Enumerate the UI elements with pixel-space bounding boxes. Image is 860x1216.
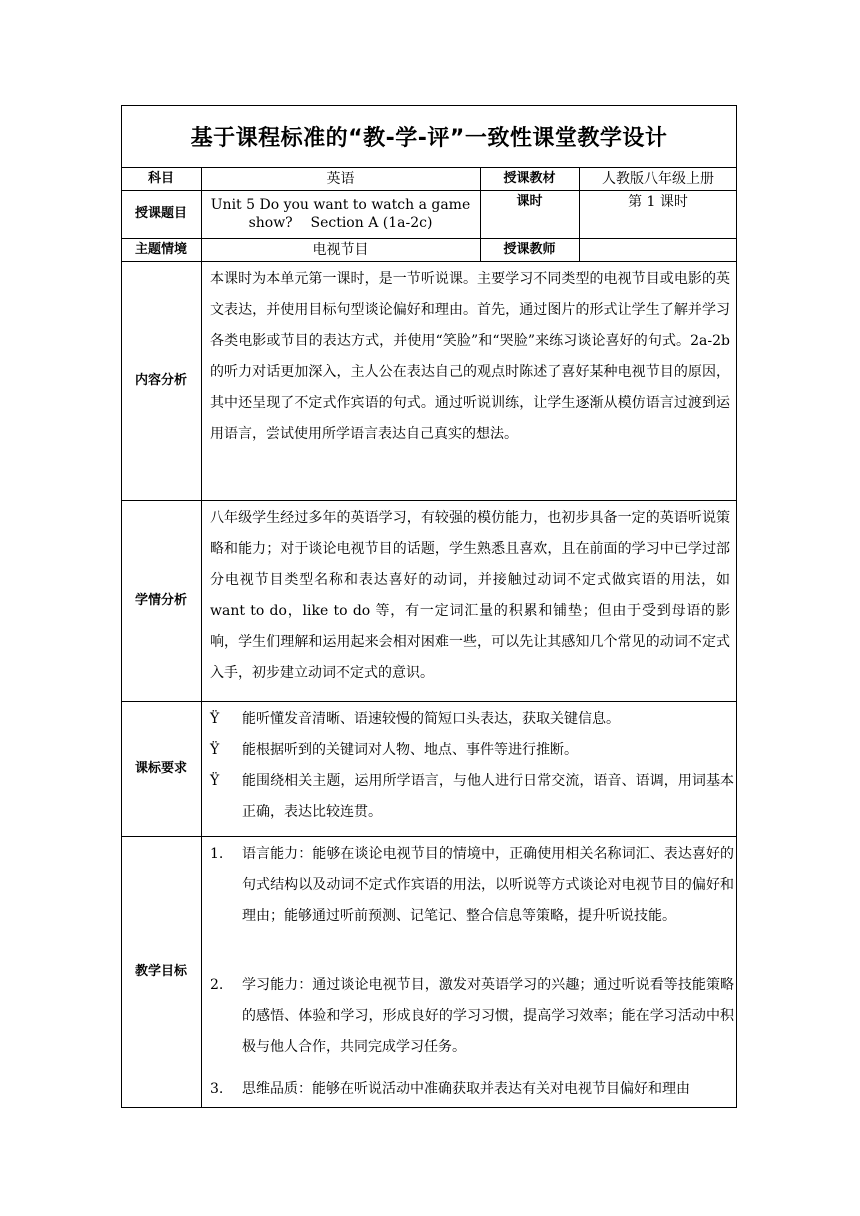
theme-value: 电视节目 (312, 241, 369, 258)
period-label: 课时 (516, 194, 543, 209)
standard-item (210, 766, 734, 828)
objective-number: 1. (210, 846, 224, 862)
standard-item-text: 能听懂发音清晰、语速较慢的简短口头表达，获取关键信息。 (242, 711, 620, 727)
period-value: 第 1 课时 (628, 194, 688, 210)
subject-label: 科目 (147, 170, 174, 186)
topic-label: 授课题目 (134, 206, 187, 221)
teacher-value (579, 238, 737, 261)
standard-item (210, 735, 734, 766)
content-analysis-label: 内容分析 (134, 372, 187, 388)
table-divider (121, 500, 737, 501)
topic-value (201, 190, 480, 238)
table-divider (121, 261, 737, 262)
objective-item (210, 1074, 734, 1105)
subject-value: 英语 (326, 170, 355, 187)
bullet-icon: Ÿ (210, 711, 220, 727)
objective-number: 3. (210, 1081, 224, 1097)
objectives-label: 教学目标 (134, 964, 187, 979)
objective-item (210, 970, 734, 1063)
document-title: 基于课程标准的“教-学-评”一致性课堂教学设计 (190, 125, 668, 151)
standard-item-text: 能根据听到的关键词对人物、地点、事件等进行推断。 (242, 742, 578, 758)
objective-item (210, 839, 734, 963)
objective-text: 思维品质：能够在听说活动中准确获取并表达有关对电视节目偏好和理由 (242, 1081, 690, 1097)
content-analysis-text: 本课时为本单元第一课时，是一节听说课。主要学习不同类型的电视节目或电影的英文表达，并使用目标句型谈论偏好和理由。首先，通过图片的形式让学生了解并学习各类电影或节目的表达方式，并使用“笑脸”和“哭脸”来练习谈论喜好的句式。2a-2b的听力对话更加深入，主人公在表达自己的观点时陈述了喜好某种电视节目的原因，其中还呈现了不定式作宾语的句式。通过听说训练，让学生逐渐从模仿语言过渡到运用语言，尝试使用所学语言表达自己真实的想法。 (210, 271, 730, 442)
teacher-label: 授课教师 (503, 241, 556, 257)
table-divider (121, 701, 737, 702)
student-analysis-text: 八年级学生经过多年的英语学习，有较强的模仿能力，也初步具备一定的英语听说策略和能力；对于谈论电视节目的话题，学生熟悉且喜欢，且在前面的学习中已学过部分电视节目类型名称和表达喜好的动词，并接触过动词不定式做宾语的用法，如 want to do，like to do 等，有一定词汇量的积累和铺垫；但由于受到母语的影响，学生们理解和运用起来会相对困难一些，可以先让其感知几个常见的动词不定式入手，初步建立动词不定式的意识。 (210, 510, 730, 681)
material-label: 授课教材 (503, 170, 556, 186)
topic-value-line2: show? Section A (1a-2c) (248, 215, 433, 231)
standards-label: 课标要求 (134, 760, 187, 776)
objective-text: 学习能力：通过谈论电视节目，激发对英语学习的兴趣；通过听说看等技能策略的感悟、体验和学习，形成良好的学习习惯，提高学习效率；能在学习活动中积极与他人合作，共同完成学习任务。 (242, 977, 734, 1055)
standard-item-text: 能围绕相关主题，运用所学语言，与他人进行日常交流，语音、语调，用词基本正确，表达比较连贯。 (242, 773, 734, 820)
objective-text: 语言能力：能够在谈论电视节目的情境中，正确使用相关名称词汇、表达喜好的句式结构以及动词不定式作宾语的用法，以听说等方式谈论对电视节目的偏好和理由；能够通过听前预测、记笔记、整合信息等策略，提升听说技能。 (242, 846, 734, 924)
topic-value-line1: Unit 5 Do you want to watch a game (210, 197, 471, 213)
material-value: 人教版八年级上册 (602, 170, 714, 187)
theme-label: 主题情境 (134, 241, 187, 257)
objective-number: 2. (210, 977, 224, 993)
table-divider (201, 167, 202, 1108)
bullet-icon: Ÿ (210, 742, 220, 758)
bullet-icon: Ÿ (210, 773, 220, 789)
table-divider (121, 836, 737, 837)
student-analysis-label: 学情分析 (134, 592, 187, 608)
standard-item (210, 704, 734, 735)
